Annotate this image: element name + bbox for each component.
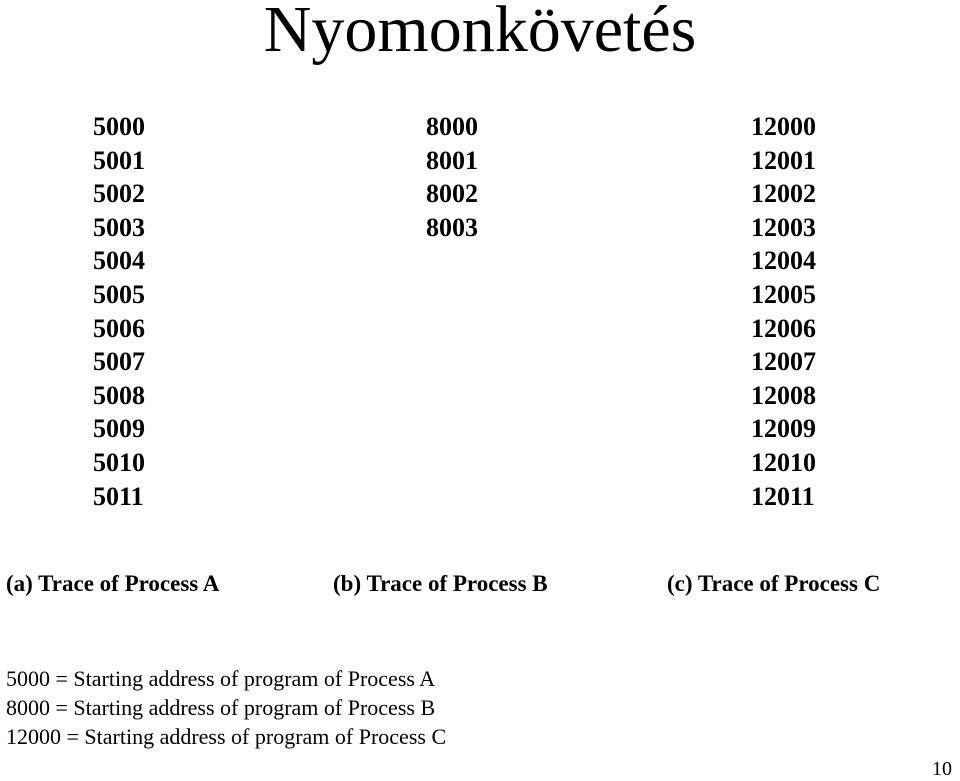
trace-a-address-list [93,110,145,513]
trace-a-address: 5004 [93,246,145,276]
trace-a-address: 5000 [93,112,145,141]
trace-b-address: 8001 [426,145,478,175]
trace-a-address: 5009 [93,414,145,444]
legend-notes [6,664,446,751]
trace-a-address: 5001 [93,145,145,175]
trace-b-address: 8000 [426,112,478,141]
trace-c-address: 12000 [751,112,816,141]
slide-title: Nyomonkövetés [263,0,697,66]
trace-b-caption: (b) Trace of Process B [333,571,548,596]
trace-c-address: 12004 [751,246,816,276]
trace-c-address: 12002 [751,179,816,209]
legend-note: 5000 = Starting address of program of Process A [6,666,436,691]
trace-a-address: 5007 [93,347,145,377]
legend-note: 8000 = Starting address of program of Process B [6,695,436,720]
trace-a-address: 5002 [93,179,145,209]
trace-c-address: 12009 [751,414,816,444]
trace-b-address-list [426,110,478,244]
trace-c-address: 12008 [751,380,816,410]
trace-a-address: 5006 [93,313,145,343]
trace-a-address: 5008 [93,380,145,410]
trace-a-address: 5011 [93,481,144,511]
trace-c-address: 12001 [751,145,816,175]
legend-note: 12000 = Starting address of program of Process C [6,724,447,749]
trace-c-address: 12006 [751,313,816,343]
trace-c-address-list [751,110,816,513]
trace-a-address: 5003 [93,212,145,242]
trace-c-address: 12011 [751,481,815,511]
trace-a-address: 5005 [93,279,145,309]
page-number: 10 [932,758,952,780]
trace-c-caption: (c) Trace of Process C [667,571,881,596]
trace-a-caption: (a) Trace of Process A [6,571,220,596]
trace-c-address: 12005 [751,279,816,309]
trace-c-address: 12007 [751,347,816,377]
trace-a-address: 5010 [93,447,145,477]
trace-b-address: 8002 [426,179,478,209]
trace-c-address: 12003 [751,212,816,242]
trace-b-address: 8003 [426,212,478,242]
trace-c-address: 12010 [751,447,816,477]
